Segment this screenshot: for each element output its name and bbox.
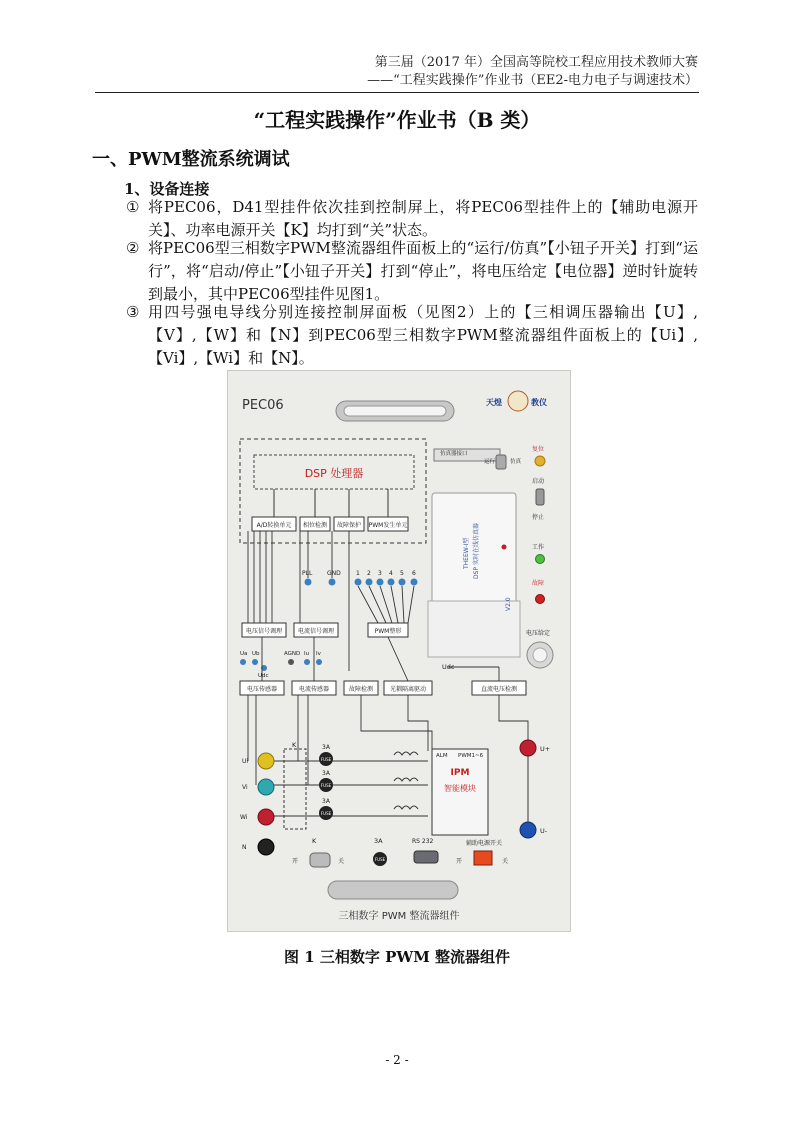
dsp-label: DSP 处理器 — [304, 467, 364, 480]
item-text: 将PEC06，D41型挂件依次挂到控制屏上，将PEC06型挂件上的【辅助电源开关】、功率电源开关【K】均打到“关”状态。 — [148, 198, 698, 239]
ub-jack[interactable] — [252, 659, 258, 665]
header-line-1: 第三届（2017 年）全国高等院校工程应用技术教师大赛 — [374, 55, 698, 70]
pll-label: PLL — [302, 570, 313, 577]
pin-label: 1 — [356, 570, 360, 577]
iv-label: Iv — [316, 651, 321, 657]
model-label: PEC06 — [242, 398, 284, 413]
block-pwm-gen: PWM发生单元 — [368, 522, 408, 529]
logo-text-left: 天煌 — [486, 398, 502, 407]
pin-label: 6 — [412, 570, 416, 577]
block-voltage-conditioning: 电压信号调理 — [245, 628, 283, 635]
block-current-sensor: 电流传感器 — [298, 686, 330, 693]
vi-terminal[interactable] — [258, 779, 274, 795]
block-phase: 相位检测 — [302, 522, 328, 529]
aux-power-switch[interactable] — [474, 851, 492, 865]
fault-label: 故障 — [532, 580, 545, 587]
aux-off-label: 关 — [502, 858, 509, 865]
block-dc-voltage-detect: 直流电压检测 — [480, 686, 518, 693]
logo-icon — [508, 391, 528, 411]
block-fault-detect: 故障检测 — [348, 686, 374, 693]
logo-text-right: 教仪 — [531, 398, 547, 407]
u-minus-label: U- — [540, 827, 548, 835]
list-item — [126, 301, 698, 370]
aux-switch-label: 辅助电源开关 — [466, 840, 503, 847]
pwm-pin-jack[interactable] — [355, 579, 362, 586]
rs232-port[interactable] — [414, 851, 438, 863]
reset-label: 复位 — [532, 446, 545, 453]
fuse-tag: FUSE — [320, 783, 332, 788]
sim-port-label: 仿真器接口 — [440, 451, 468, 457]
aux-on-label: 开 — [456, 858, 463, 865]
fuse-rating: 3A — [322, 770, 330, 777]
header-rule — [95, 92, 699, 93]
pin-label: 5 — [400, 570, 404, 577]
n-label: N — [242, 844, 247, 851]
item-text: 将PEC06型三相数字PWM整流器组件面板上的“运行/仿真”【小钮子开关】打到“运行”，将“启动/停止”【小钮子开关】打到“停止”，将电压给定【电位器】逆时针旋转到最小，其中PEC06型挂件见图1。 — [148, 239, 698, 303]
pwm-pin-jack[interactable] — [366, 579, 373, 586]
pwm-pin-jack[interactable] — [377, 579, 384, 586]
item-text: 用四号强电导线分别连接控制屏面板（见图2）上的【三相调压器输出【U】,【V】,【W】和【N】到PEC06型三相数字PWM整流器组件面板上的【Ui】,【Vi】,【Wi】和【N】。 — [148, 303, 698, 367]
fuse-tag: FUSE — [320, 811, 332, 816]
work-indicator — [536, 555, 545, 564]
stop-label: 停止 — [532, 514, 545, 521]
start-label: 启动 — [532, 478, 545, 485]
k-label: K — [292, 741, 297, 749]
k-switch-label: K — [312, 837, 317, 845]
wi-label: Wi — [240, 814, 248, 821]
agnd-label: AGND — [284, 651, 301, 657]
udc-small-label: Udc — [258, 673, 269, 679]
pwm-pin-jack[interactable] — [399, 579, 406, 586]
fault-indicator — [536, 595, 545, 604]
ui-label: Ui — [242, 758, 249, 765]
gnd-label: GND — [327, 570, 341, 577]
gnd-jack[interactable] — [329, 579, 336, 586]
block-ad: A/D转换单元 — [256, 522, 292, 529]
bottom-handle — [328, 881, 458, 899]
pin-label: 2 — [367, 570, 371, 577]
vset-label: 电压给定 — [526, 630, 551, 637]
iu-jack[interactable] — [304, 659, 310, 665]
k-close-label: 关 — [338, 858, 345, 865]
ub-label: Ub — [252, 651, 260, 657]
board-label-2: DSP 实时在线仿真器 — [473, 523, 480, 579]
sim-label: 仿真 — [510, 459, 522, 465]
pll-jack[interactable] — [305, 579, 312, 586]
board-led — [502, 545, 507, 550]
block-opto-driver: 光耦隔离驱动 — [389, 686, 427, 693]
section-heading: 一、PWM整流系统调试 — [92, 149, 290, 170]
figure-pec06-panel — [227, 370, 571, 932]
vi-label: Vi — [242, 784, 248, 791]
pin-label: 3 — [378, 570, 382, 577]
run-sim-toggle[interactable] — [496, 455, 506, 469]
document-title: “工程实践操作”作业书（B 类） — [253, 108, 541, 132]
iv-jack[interactable] — [316, 659, 322, 665]
running-header — [367, 54, 698, 90]
fuse-tag: FUSE — [374, 857, 386, 862]
block-voltage-sensor: 电压传感器 — [246, 686, 278, 693]
subsection-heading: 1、设备连接 — [124, 180, 210, 198]
ui-terminal[interactable] — [258, 753, 274, 769]
k-open-label: 开 — [292, 858, 299, 865]
list-item — [126, 237, 698, 306]
block-fault-protect: 故障保护 — [336, 522, 362, 529]
n-terminal[interactable] — [258, 839, 274, 855]
item-number: ① — [126, 198, 140, 216]
u-plus-terminal[interactable] — [520, 740, 536, 756]
ua-jack[interactable] — [240, 659, 246, 665]
u-minus-terminal[interactable] — [520, 822, 536, 838]
bottom-label: 三相数字 PWM 整流器组件 — [338, 911, 460, 922]
ipm-alm-label: ALM — [436, 753, 448, 759]
pwm-pin-jack[interactable] — [411, 579, 418, 586]
reset-button[interactable] — [535, 456, 545, 466]
ua-label: Ua — [240, 651, 248, 657]
board-label-1: THEEW-I型 — [463, 537, 470, 569]
figure-caption: 图 1 三相数字 PWM 整流器组件 — [283, 948, 511, 966]
panel-drawing — [228, 371, 570, 931]
work-label: 工作 — [532, 544, 545, 551]
power-switch-k[interactable] — [310, 853, 330, 867]
start-stop-toggle[interactable] — [536, 489, 544, 505]
fuse-rating: 3A — [322, 798, 330, 805]
fuse-rating: 3A — [322, 744, 330, 751]
udc-label: Udc — [442, 663, 455, 671]
ipm-pwm-label: PWM1~6 — [458, 753, 484, 759]
rs232-label: RS 232 — [412, 838, 434, 845]
ipm-label: IPM — [450, 768, 470, 778]
pin-label: 4 — [389, 570, 393, 577]
block-current-conditioning: 电流信号调理 — [297, 628, 335, 635]
agnd-jack[interactable] — [288, 659, 294, 665]
list-item — [126, 196, 698, 242]
u-plus-label: U+ — [540, 745, 551, 753]
header-line-2: ——“工程实践操作”作业书（EE2-电力电子与调速技术） — [367, 73, 698, 88]
ipm-desc: 智能模块 — [444, 784, 476, 793]
iu-label: Iu — [304, 651, 310, 657]
item-number: ③ — [126, 303, 140, 321]
wi-terminal[interactable] — [258, 809, 274, 825]
main-fuse-rating: 3A — [374, 837, 383, 845]
page-number: - 2 - — [385, 1053, 409, 1067]
board-version: V2.0 — [505, 597, 512, 611]
run-label: 运行 — [484, 459, 496, 465]
fuse-tag: FUSE — [320, 757, 332, 762]
block-pwm-shaping: PWM整形 — [374, 628, 402, 635]
item-number: ② — [126, 239, 140, 257]
pwm-pin-jack[interactable] — [388, 579, 395, 586]
